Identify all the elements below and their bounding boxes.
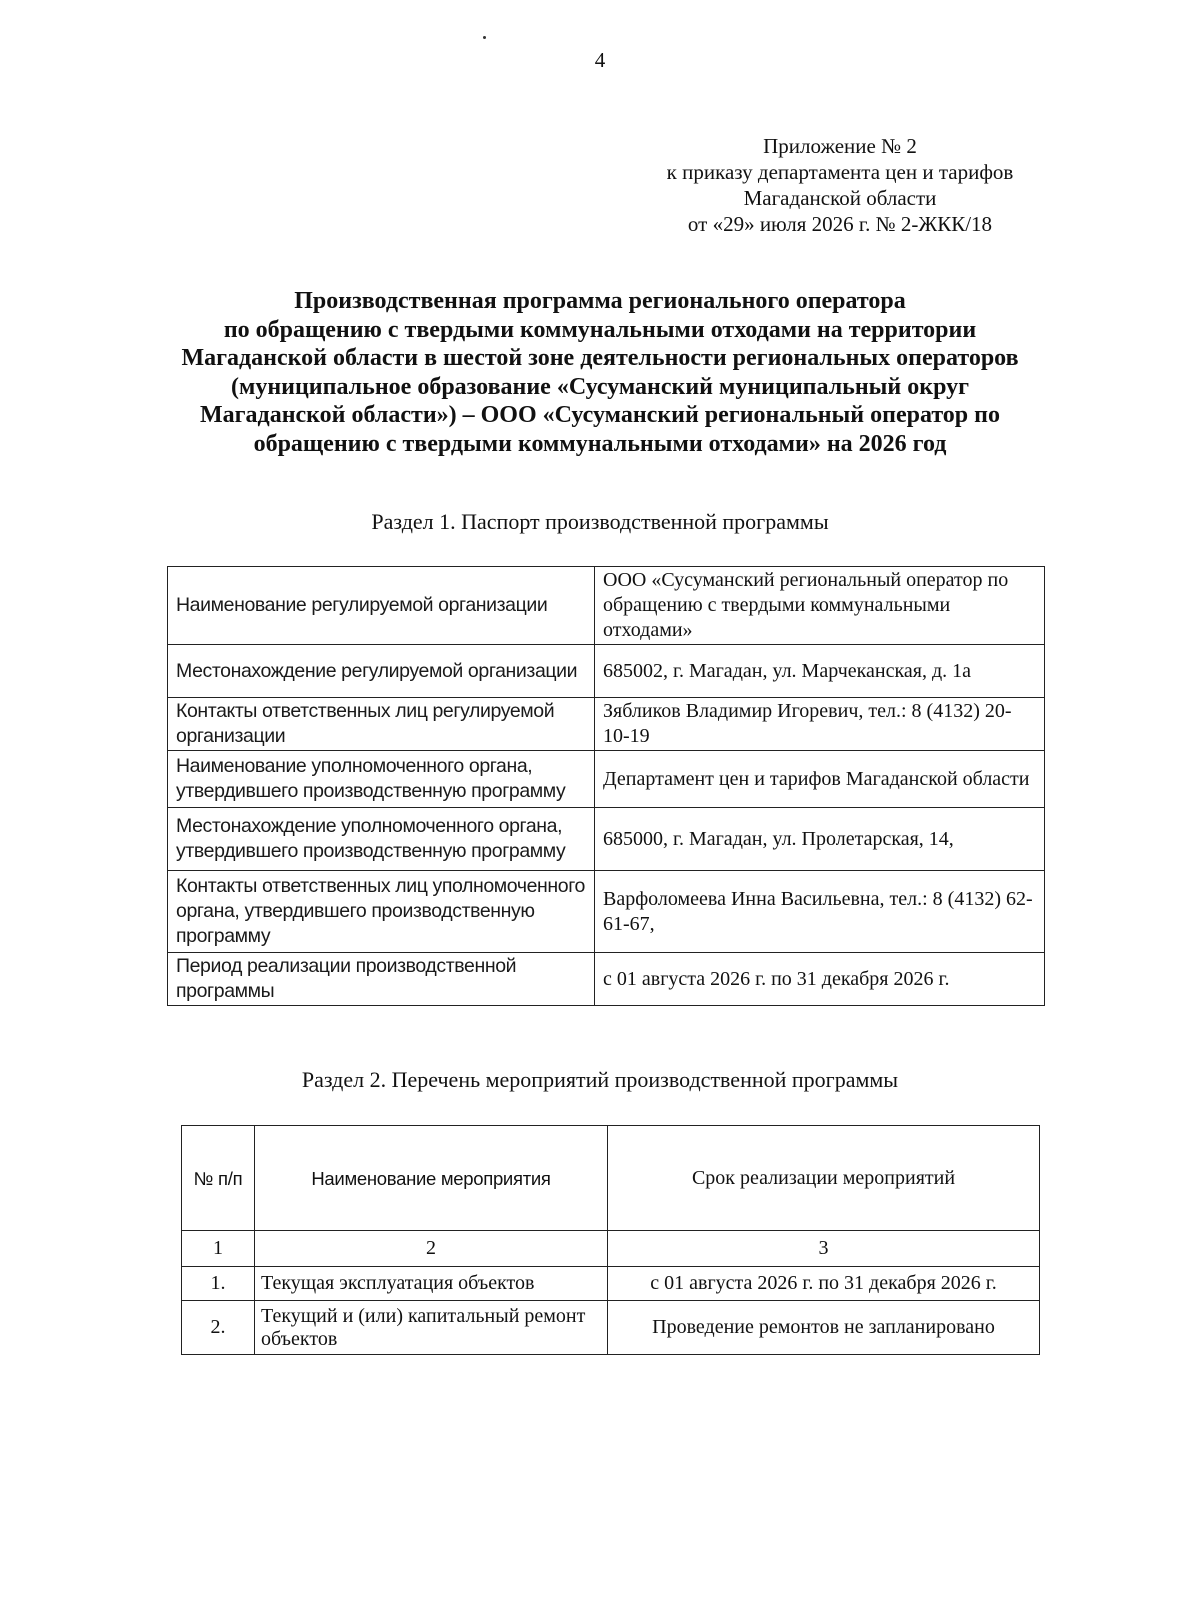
title-line: (муниципальное образование «Сусуманский муниципальный округ — [230, 373, 970, 400]
passport-key: Период реализации производственной программы — [168, 953, 595, 1006]
passport-table — [167, 566, 1045, 1006]
measure-name: Текущий и (или) капитальный ремонт объектов — [255, 1301, 608, 1355]
table-row — [168, 645, 1045, 698]
passport-value: Варфоломеева Инна Васильевна, тел.: 8 (4132) 62-61-67, — [595, 871, 1045, 953]
passport-value: Департамент цен и тарифов Магаданской области — [595, 751, 1045, 808]
table-row — [168, 953, 1045, 1006]
page-number: 4 — [594, 48, 606, 72]
passport-key: Контакты ответственных лиц регулируемой организации — [168, 698, 595, 751]
numbering-cell: 3 — [608, 1231, 1040, 1267]
header-cell: Срок реализации мероприятий — [608, 1126, 1040, 1231]
table-row — [182, 1301, 1040, 1355]
title-line: по обращению с твердыми коммунальными отходами на территории — [223, 316, 977, 343]
section2-heading: Раздел 2. Перечень мероприятий производственной программы — [301, 1067, 899, 1092]
title-line: обращению с твердыми коммунальными отходами» на 2026 год — [253, 430, 947, 457]
row-number: 1. — [182, 1267, 255, 1301]
table-row — [168, 871, 1045, 953]
passport-key: Наименование уполномоченного органа, утвердившего производственную программу — [168, 751, 595, 808]
numbering-row — [182, 1231, 1040, 1267]
table-row — [168, 698, 1045, 751]
table-row — [168, 751, 1045, 808]
passport-key: Местонахождение уполномоченного органа, утвердившего производственную программу — [168, 808, 595, 871]
title-line: Магаданской области в шестой зоне деятельности региональных операторов — [181, 345, 1019, 371]
measures-table — [181, 1125, 1040, 1355]
passport-value: 685002, г. Магадан, ул. Марчеканская, д. 1а — [595, 645, 1045, 698]
numbering-cell: 1 — [182, 1231, 255, 1267]
table-row — [182, 1267, 1040, 1301]
numbering-cell: 2 — [255, 1231, 608, 1267]
appendix-line: от «29» июля 2026 г. № 2-ЖКК/18 — [687, 212, 993, 236]
header-cell: № п/п — [182, 1126, 255, 1231]
table-row — [168, 808, 1045, 871]
passport-value: с 01 августа 2026 г. по 31 декабря 2026 г. — [595, 953, 1045, 1006]
measure-name: Текущая эксплуатация объектов — [255, 1267, 608, 1301]
title-line: Производственная программа регионального оператора — [294, 288, 906, 314]
section1-heading: Раздел 1. Паспорт производственной программы — [371, 509, 829, 534]
table-header-row — [182, 1126, 1040, 1231]
title-line: Магаданской области») – ООО «Сусуманский региональный оператор по — [200, 402, 1000, 428]
scan-speck — [483, 36, 486, 39]
appendix-line: Магаданской области — [743, 186, 937, 210]
passport-key: Контакты ответственных лиц уполномоченного органа, утвердившего производственную программу — [168, 871, 595, 953]
appendix-line: Приложение № 2 — [763, 134, 917, 158]
measure-term: Проведение ремонтов не запланировано — [608, 1301, 1040, 1355]
document-title — [120, 287, 1080, 458]
passport-key: Местонахождение регулируемой организации — [168, 645, 595, 698]
table-row — [168, 567, 1045, 645]
measure-term: с 01 августа 2026 г. по 31 декабря 2026 г. — [608, 1267, 1040, 1301]
row-number: 2. — [182, 1301, 255, 1355]
header-cell: Наименование мероприятия — [255, 1126, 608, 1231]
passport-value: Зябликов Владимир Игоревич, тел.: 8 (4132) 20-10-19 — [595, 698, 1045, 751]
appendix-block — [600, 133, 1080, 237]
appendix-line: к приказу департамента цен и тарифов — [666, 160, 1014, 184]
passport-value: ООО «Сусуманский региональный оператор по обращению с твердыми коммунальными отходами» — [595, 567, 1045, 645]
passport-key: Наименование регулируемой организации — [168, 567, 595, 645]
passport-value: 685000, г. Магадан, ул. Пролетарская, 14, — [595, 808, 1045, 871]
